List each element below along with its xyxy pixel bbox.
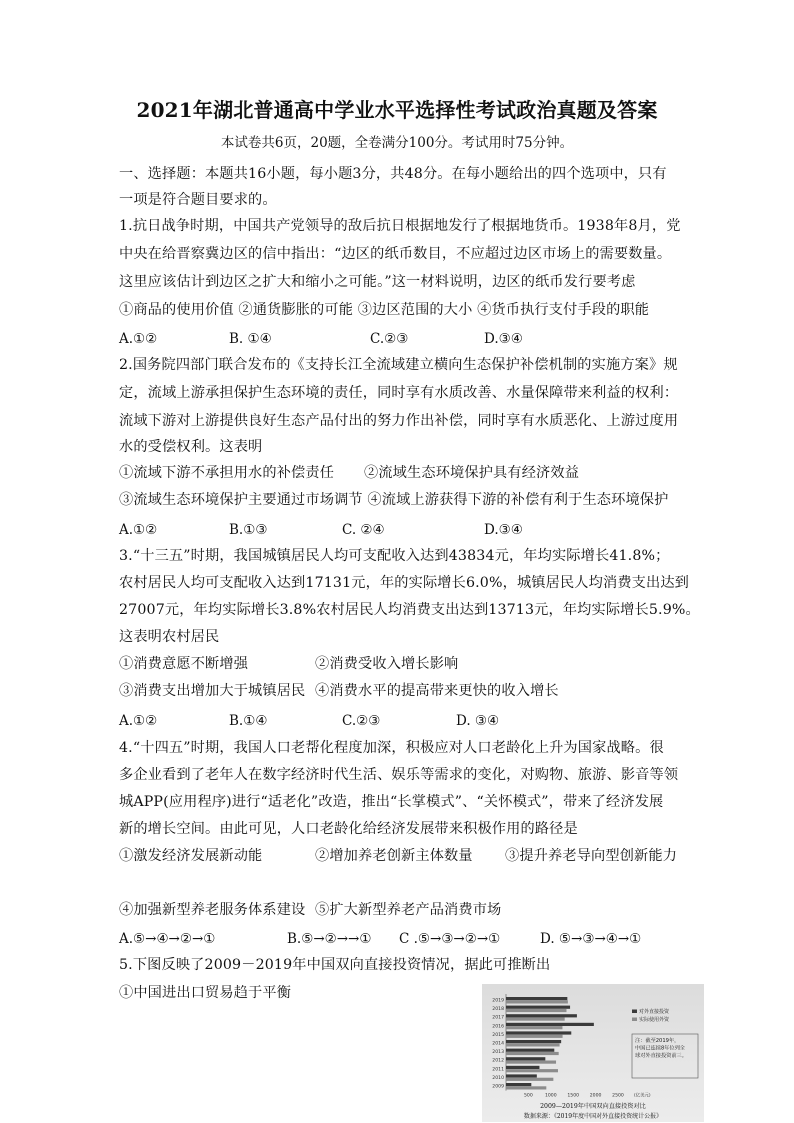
chart-category-labels	[492, 998, 504, 1090]
chart-x-tick-label: 500	[524, 1093, 533, 1099]
chart-category-label: 2019	[492, 998, 504, 1004]
section-heading-line: 一项是符合题目要求的。	[119, 192, 277, 208]
chart-category-label: 2018	[492, 1007, 504, 1013]
chart-category-label: 2012	[492, 1058, 504, 1064]
bar-outward	[506, 1006, 570, 1009]
question-4-option-b: B.⑤→②→→①	[287, 931, 372, 947]
question-3-option-d: D. ③④	[456, 713, 500, 729]
chart-x-tick-label: 2500	[612, 1093, 624, 1099]
bar-inward	[506, 1078, 553, 1081]
chart-x-unit: (亿美元)	[634, 1093, 651, 1099]
chart-note	[632, 1034, 698, 1078]
question-1-statement: ①商品的使用价值 ②通货膨胀的可能 ③边区范围的大小 ④货币执行支付手段的职能	[119, 302, 650, 318]
chart-category-label: 2015	[492, 1032, 504, 1038]
question-3-stem: 这表明农村居民	[119, 629, 220, 645]
question-4-stem: 4.“十四五”时期，我国人口老帮化程度加深，积极应对人口老龄化上升为国家战略。很	[119, 740, 664, 756]
question-4-stem: 多企业看到了老年人在数字经济时代生活、娱乐等需求的变化，对购物、旅游、影音等领	[119, 767, 679, 783]
question-1-option-d: D.③④	[484, 331, 523, 347]
question-4-statement: ①激发经济发展新动能	[119, 848, 263, 864]
bar-outward	[506, 1049, 554, 1052]
bar-inward	[506, 1061, 556, 1064]
section-heading-line: 一、选择题：本题共16小题，每小题3分，共48分。在每小题给出的四个选项中，只有	[119, 166, 667, 182]
chart-category-label: 2014	[492, 1041, 504, 1047]
chart-category-label: 2013	[492, 1050, 504, 1056]
question-2-stem: 定，流域上游承担保护生态环境的责任，同时享有水质改善、水量保障带来利益的权利：	[119, 385, 679, 401]
legend-label: 实际使用外资	[639, 1017, 670, 1023]
question-2-statement: ③流域生态环境保护主要通过市场调节 ④流域上游获得下游的补偿有利于生态环境保护	[119, 492, 669, 508]
bar-outward	[506, 1031, 571, 1034]
question-2-option-d: D.③④	[484, 522, 523, 538]
question-4-statement: ⑤扩大新型养老产品消费市场	[315, 902, 502, 918]
bar-outward	[506, 1074, 537, 1077]
bar-outward	[506, 1066, 539, 1069]
question-2-statement: ①流域下游不承担用水的补偿责任	[119, 465, 335, 481]
bar-inward	[506, 1035, 563, 1038]
bar-inward	[506, 1000, 568, 1003]
document-title: 2021年湖北普通高中学业水平选择性考试政治真题及答案	[136, 98, 658, 122]
bar-inward	[506, 1018, 565, 1021]
chart-category-label: 2017	[492, 1015, 504, 1021]
question-4-statement: ④加强新型养老服务体系建设	[119, 902, 306, 918]
question-4-stem: 新的增长空间。由此可见，人口老龄化给经济发展带来积极作用的路径是	[119, 821, 578, 837]
question-4-option-c: C .⑤→③→②→①	[399, 931, 501, 947]
chart-legend	[632, 1008, 670, 1023]
question-2-statement: ②流域生态环境保护具有经济效益	[364, 465, 580, 481]
chart-note-line: 中国已连续8年位列全	[635, 1045, 685, 1052]
bar-outward	[506, 1083, 531, 1086]
question-4-stem: 城APP(应用程序)进行“适老化”改造，推出“长掌模式”、“关怀模式”，带来了经济发展	[119, 794, 664, 810]
question-3-stem: 27007元，年均实际增长3.8%农村居民人均消费支出达到13713元，年均实际增长5.9%。	[119, 602, 700, 618]
question-3-option-c: C.②③	[342, 713, 381, 729]
question-1-stem: 中央在给晋察冀边区的信中指出：“边区的纸币数目，不应超过边区市场上的需要数量。	[119, 246, 672, 262]
question-2-stem: 水的受偿权利。这表明	[119, 439, 263, 455]
question-1-stem: 1.抗日战争时期，中国共产党领导的敌后抗日根据地发行了根据地货币。1938年8月，党	[119, 218, 681, 234]
bar-outward	[506, 1023, 594, 1026]
legend-label: 对外直接投资	[639, 1009, 670, 1015]
chart-x-tick-label: 1500	[567, 1093, 580, 1099]
bar-inward	[506, 1069, 558, 1072]
bar-inward	[506, 1043, 560, 1046]
question-1-option-a: A.①②	[119, 331, 158, 347]
question-3-stem: 农村居民人均可支配收入达到17131元，年的实际增长6.0%，城镇居民人均消费支出达到	[119, 575, 690, 591]
question-1-stem: 这里应该估计到边区之扩大和缩小之可能。”这一材料说明，边区的纸币发行要考虑	[119, 274, 636, 290]
question-2-option-a: A.①②	[119, 522, 158, 538]
chart-category-label: 2011	[492, 1067, 504, 1073]
bar-inward	[506, 1026, 562, 1029]
question-2-stem: 2.国务院四部门联合发布的《支持长江全流域建立横向生态保护补偿机制的实施方案》规	[119, 357, 678, 373]
chart-category-label: 2016	[492, 1024, 504, 1030]
question-3-statement: ④消费水平的提高带来更快的收入增长	[315, 683, 559, 699]
chart-category-label: 2009	[492, 1084, 504, 1090]
question-4-statement: ③提升养老导向型创新能力	[505, 848, 678, 864]
question-3-statement: ①消费意愿不断增强	[119, 656, 249, 672]
question-3-statement: ③消费支出增加大于城镇居民	[119, 683, 306, 699]
chart-x-ticks	[524, 1092, 651, 1099]
investment-bar-chart	[482, 984, 704, 1122]
question-2-stem: 流域下游对上游提供良好生态产品付出的努力作出补偿，同时享有水质恶化、上游过度用	[119, 413, 679, 429]
bar-outward	[506, 1057, 545, 1060]
chart-x-tick-label: 1000	[544, 1093, 557, 1099]
bar-outward	[506, 1040, 561, 1043]
question-1-option-b: B. ①④	[229, 331, 272, 347]
question-3-option-b: B.①④	[229, 713, 268, 729]
chart-bars	[506, 994, 594, 1091]
chart-category-label: 2010	[492, 1075, 504, 1081]
question-3-statement: ②消费受收入增长影响	[315, 656, 459, 672]
legend-swatch	[632, 1018, 637, 1022]
chart-source: 数据来源：《2019年度中国对外直接投资统计公报》	[523, 1113, 663, 1120]
exam-info: 本试卷共6页，20题，全卷满分100分。考试用时75分钟。	[220, 135, 574, 151]
bar-inward	[506, 1052, 559, 1055]
bar-inward	[506, 1086, 546, 1089]
question-5-statement: ①中国进出口贸易趋于平衡	[119, 985, 292, 1001]
investment-chart	[482, 984, 704, 1122]
chart-title: 2009—2019年中国双向直接投资对比	[540, 1103, 646, 1110]
bar-outward	[506, 997, 567, 1000]
question-4-statement: ②增加养老创新主体数量	[315, 848, 473, 864]
question-2-option-b: B.①③	[229, 522, 268, 538]
question-4-option-a: A.⑤→④→②→①	[119, 931, 216, 947]
chart-x-tick-label: 2000	[589, 1093, 602, 1099]
bar-inward	[506, 1009, 566, 1012]
question-2-option-c: C. ②④	[342, 522, 385, 538]
question-1-option-c: C.②③	[370, 331, 409, 347]
chart-note-line: 球对外直接投资前三。	[635, 1053, 687, 1059]
question-4-option-d: D. ⑤→③→④→①	[540, 931, 642, 947]
bar-outward	[506, 1014, 577, 1017]
question-3-stem: 3.“十三五”时期，我国城镇居民人均可支配收入达到43834元，年均实际增长41.8%；	[119, 548, 670, 564]
question-3-option-a: A.①②	[119, 713, 158, 729]
question-5-stem: 5.下图反映了2009－2019年中国双向直接投资情况，据此可推断出	[119, 957, 551, 973]
legend-swatch	[632, 1010, 637, 1014]
chart-note-line: 注：截至2019年，	[635, 1038, 680, 1044]
